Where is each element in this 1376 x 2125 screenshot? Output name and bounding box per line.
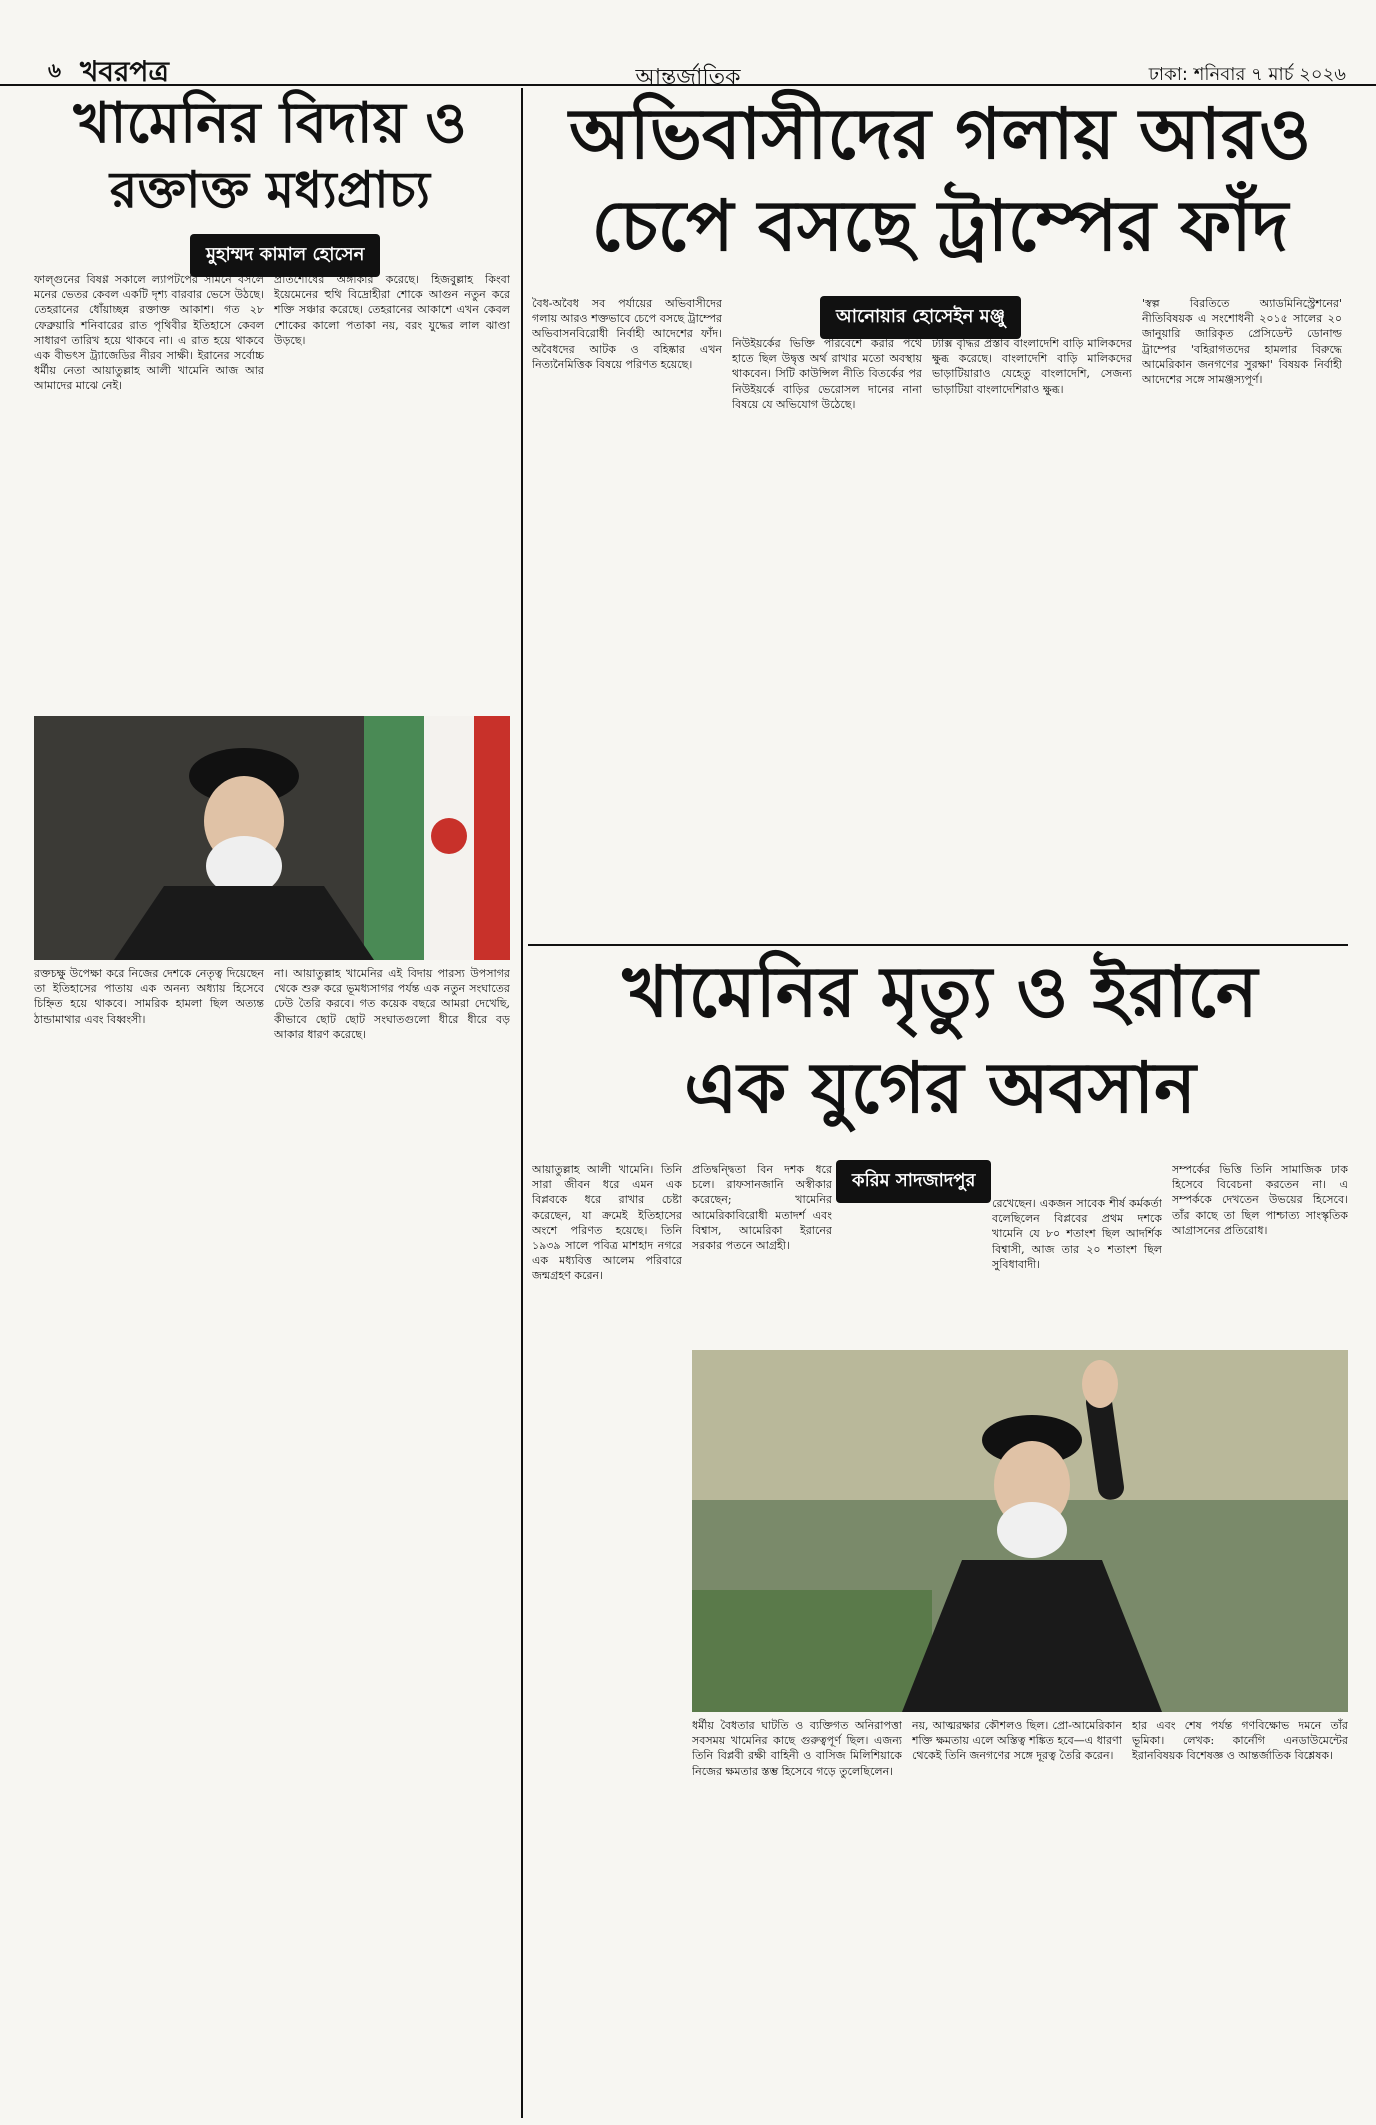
- masthead-logo: খবরপত্র: [80, 55, 169, 88]
- section-title: আন্তর্জাতিক: [635, 65, 741, 90]
- article1-headline-line2: রক্তাক্ত মধ্যপ্রাচ্য: [109, 161, 431, 219]
- article3-headline-line2: এক যুগের অবসান: [684, 1047, 1196, 1129]
- article1-headline-line1: খামেনির বিদায় ও: [73, 91, 467, 156]
- article3-headline-line1: খামেনির মৃত্যু ও ইরানে: [622, 951, 1258, 1033]
- khamenei-waving-image: [692, 1350, 1348, 1712]
- article2-col4: 'স্বল্প বিরতিতে অ্যাডমিনিস্ট্রেশনের' নীতিবিষয়ক এ সংশোধনী ২০১৫ সালের ২০ জানুয়ারি জারিকৃত প্রেসিডেন্ট ডোনাল্ড ট্রাম্পের 'বহিরাগতদের হামলার বিরুদ্ধে আমেরিকান জনগণের সুরক্ষা' বিষয়ক নির্বাহী আদেশের সঙ্গে সামঞ্জস্যপূর্ণ।: [1142, 297, 1342, 386]
- article3-col3: রেখেছেন। একজন সাবেক শীর্ষ কর্মকর্তা বলেছিলেন বিপ্লবের প্রথম দশকে খামেনি যে ৮০ শতাংশ ছিল আদর্শিক বিশ্বাসী, আজ তার ২০ শতাংশ ছিল সুবিধাবাদী।: [992, 1197, 1162, 1271]
- article1-lede: [34, 232, 184, 272]
- article3-col1: আয়াতুল্লাহ আলী খামেনি। তিনি সারা জীবন ধরে এমন এক বিপ্লবকে ধরে রাখার চেষ্টা করেছেন, যা ক্রমেই ইতিহাসের অংশে পরিণত হয়েছে। তিনি ১৯৩৯ সালে পবিত্র মাশহাদ নগরে এক মধ্যবিত্ত আলেম পরিবারে জন্মগ্রহণ করেন।: [532, 1163, 682, 1283]
- article3-bottom2: নয়, আত্মরক্ষার কৌশলও ছিল। প্রো-আমেরিকান শক্তি ক্ষমতায় এলে অস্তিত্ব শঙ্কিত হবে—এ ধারণা থেকেই তিনি জনগণের সঙ্গে দূরত্ব তৈরি করেন।: [912, 1719, 1122, 1763]
- article3-photo: [692, 1350, 1348, 1712]
- article2-col1: বৈধ-অবৈধ সব পর্যায়ের অভিবাসীদের গলায় আরও শক্তভাবে চেপে বসছে ট্রাম্পের অভিবাসনবিরোধী নির্বাহী আদেশের ফাঁদ। অবৈধদের আটক ও বহিষ্কার এখন নিত্যনৈমিত্তিক বিষয়ে পরিণত হয়েছে।: [532, 297, 722, 371]
- article2-byline: আনোয়ার হোসেইন মঞ্জু: [820, 296, 1021, 339]
- article1-body-right: প্রতিশোধের অঙ্গীকার করেছে। হিজবুল্লাহ কিংবা ইয়েমেনের হুথি বিদ্রোহীরা শোকে আগুন নতুন করে শক্তি সঞ্চার করেছে। তেহরানের আকাশে এখন কেবল শোকের কালো পতাকা নয়, বরং যুদ্ধের লাল ঝাণ্ডা উড়ছে।: [274, 273, 510, 347]
- column-divider: [521, 88, 523, 2118]
- article3-bottom-left: [532, 1718, 682, 2118]
- article2-col3: ট্যাক্স বৃদ্ধির প্রস্তাব বাংলাদেশি বাড়ি মালিকদের ক্ষুব্ধ করেছে। বাংলাদেশি বাড়ি মালিকদের ভাড়াটিয়ারাও যেহেতু বাংলাদেশি, সেজন্য ভাড়াটিয়া বাংলাদেশিরাও ক্ষুব্ধ।: [932, 337, 1132, 396]
- article1-photo: [34, 716, 510, 960]
- article1-body-bottom-right: না। আয়াতুল্লাহ খামেনির এই বিদায় পারস্য উপসাগর থেকে শুরু করে ভূমধ্যসাগর পর্যন্ত এক নতুন সংঘাতের ঢেউ তৈরি করবে। গত কয়েক বছরে আমরা দেখেছি, কীভাবে ছোট ছোট সংঘাতগুলো ধীরে ধীরে বড় আকার ধারণ করেছে।: [274, 967, 510, 1041]
- article3-bottom1: ধর্মীয় বৈধতার ঘাটতি ও ব্যক্তিগত অনিরাপত্তা সবসময় খামেনির কাছে গুরুত্বপূর্ণ ছিল। এজন্য তিনি বিপ্লবী রক্ষী বাহিনী ও বাসিজ মিলিশিয়াকে নিজের ক্ষমতার স্তম্ভ হিসেবে গড়ে তুলেছিলেন।: [692, 1719, 902, 1778]
- article2-headline-line2: চেপে বসছে ট্রাম্পের ফাঁদ: [591, 185, 1289, 267]
- article1-body-top: ফাল্গুনের বিষণ্ণ সকালে ল্যাপটপের সামনে বসলে মনের ভেতর কেবল একটি দৃশ্য বারবার ভেসে উঠছে। তেহরানের ধোঁয়াচ্ছন্ন রক্তাক্ত আকাশ। গত ২৮ ফেব্রুয়ারি শনিবারের রাত পৃথিবীর ইতিহাসে কেবল সাধারণ তারিখ হয়ে থাকবে না। এ রাত হয়ে থাকবে এক বীভৎস ট্র্যাজেডির নীরব সাক্ষী। ইরানের সর্বোচ্চ ধর্মীয় নেতা আয়াতুল্লাহ আলী খামেনি আজ আর আমাদের মাঝে নেই।: [34, 273, 264, 393]
- article3-col2: প্রতিদ্বন্দ্বিতা বিন দশক ধরে চলে। রাফসানজানি অস্বীকার করেছেন; খামেনির আমেরিকাবিরোধী মতাদর্শ এবং বিশ্বাস, আমেরিকা ইরানের সরকার পতনে আগ্রহী।: [692, 1163, 832, 1252]
- article3-col4: সম্পর্কের ভিত্তি তিনি সামাজিক ঢাক হিসেবে বিবেচনা করতেন না। এ সম্পর্ককে দেখতেন উভয়ের হিসেবে। তাঁর কাছে তা ছিল পাশ্চাত্য সাংস্কৃতিক আগ্রাসনের প্রতিরোধ।: [1172, 1163, 1348, 1237]
- article1-byline: মুহাম্মদ কামাল হোসেন: [190, 234, 380, 277]
- article3-byline: করিম সাদজাদপুর: [836, 1160, 991, 1203]
- article1-body-bottom-left: রক্তচক্ষু উপেক্ষা করে নিজের দেশকে নেতৃত্ব দিয়েছেন তা ইতিহাসের পাতায় এক অনন্য অধ্যায় হিসেবে চিহ্নিত হয়ে থাকবে। সামরিক হামলা ছিল অত্যন্ত ঠান্ডামাথার এবং বিধ্বংসী।: [34, 967, 264, 1026]
- article2-col2: নিউইয়র্কের ভিক্তি পরিবেশে করার পথে হাতে ছিল উদ্বৃত্ত অর্থ রাখার মতো অবস্থায় থাকবেন। সিটি কাউন্সিল নীতি বিতর্কের পর নিউইয়র্কে বাড়ির ভেরোসল দানের নানা বিষয়ে যে অভিযোগ উঠেছে।: [732, 337, 922, 411]
- page-number: ৬: [48, 58, 62, 82]
- page-header: [0, 0, 1376, 90]
- article-divider: [528, 944, 1348, 946]
- article3-bottom3: হার এবং শেষ পর্যন্ত গণবিক্ষোভ দমনে তাঁর ভূমিকা। লেখক: কার্নেগি এনডাউমেন্টের ইরানবিষয়ক বিশেষজ্ঞ ও আন্তর্জাতিক বিশ্লেষক।: [1132, 1719, 1348, 1763]
- khamenei-flag-image: [34, 716, 510, 960]
- article2-headline-line1: অভিবাসীদের গলায় আরও: [569, 93, 1311, 175]
- dateline: ঢাকা: শনিবার ৭ মার্চ ২০২৬: [1148, 64, 1346, 85]
